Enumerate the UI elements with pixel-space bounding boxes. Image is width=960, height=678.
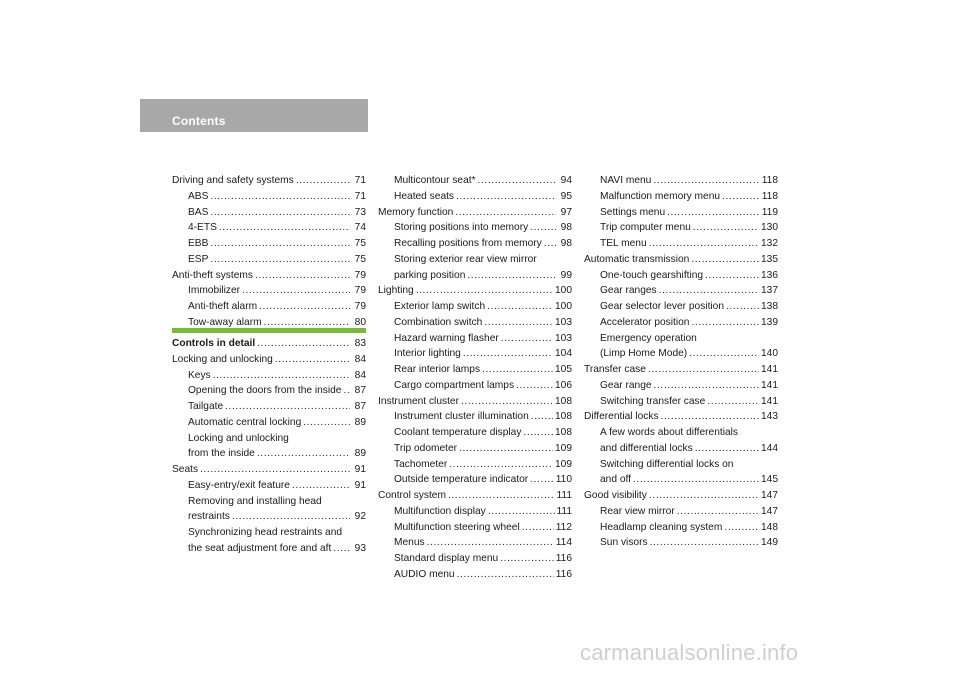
toc-entry-title: Switching differential locks on [600,458,734,470]
toc-leader-dots [219,220,350,236]
toc-page-number: 136 [761,269,778,281]
toc-entry-title: Outside temperature indicator [394,474,529,486]
toc-page-number: 108 [555,411,572,423]
toc-entry-title: Locking and unlocking [172,353,273,365]
toc-page-number: 147 [761,490,778,501]
toc-entry-title: Rear interior lamps [394,364,481,375]
toc-page-number: 95 [560,190,572,202]
toc-entry-title: 4-ETS [188,222,217,234]
toc-leader-dots [707,394,759,410]
toc-entry-title: Control system [378,490,446,501]
toc-entry[interactable] [584,441,778,457]
toc-entry-title: Easy-entry/exit feature [188,479,290,491]
toc-entry[interactable] [378,346,572,362]
toc-leader-dots [449,457,553,473]
toc-entry-title: Cargo compartment lamps [394,379,515,391]
toc-entry-title: Gear ranges [600,285,657,297]
toc-leader-dots [530,220,556,236]
toc-page-number: 149 [761,537,778,549]
toc-entry-title: Controls in detail [172,338,256,349]
toc-entry-title: Accelerator position [600,316,690,328]
toc-entry[interactable] [378,567,572,583]
toc-entry[interactable] [584,252,778,268]
toc-page-number: 130 [761,222,778,234]
toc-leader-dots [500,551,554,567]
toc-page-number: 91 [354,479,366,491]
toc-page-number: 89 [354,448,366,460]
toc-entry[interactable] [378,441,572,457]
toc-entry[interactable] [378,299,572,315]
toc-entry-title: parking position [394,269,466,281]
toc-leader-dots [724,520,759,536]
toc-leader-dots [242,283,350,299]
toc-page-number: 91 [354,464,366,475]
toc-entry[interactable] [378,362,572,378]
toc-entry-title: the seat adjustment fore and aft [188,542,332,554]
toc-entry-title: (Limp Home Mode) [600,348,688,360]
toc-page-number: 94 [560,175,572,186]
toc-leader-dots [501,331,553,347]
toc-page-number: 103 [555,316,572,328]
toc-entry-title: Multifunction steering wheel [394,521,520,533]
toc-entry[interactable] [584,488,778,504]
toc-entry[interactable] [584,425,778,441]
toc-entry[interactable] [172,352,366,368]
toc-page-number: 116 [555,553,572,564]
toc-entry-title: Instrument cluster illumination [394,411,529,423]
toc-entry[interactable] [378,331,572,347]
toc-page-number: 108 [555,395,572,407]
toc-entry-title: Gear range [600,379,652,391]
toc-group-col3 [584,173,778,551]
toc-entry-title: Recalling positions from memory [394,238,542,249]
toc-page-number: 140 [761,348,778,360]
toc-leader-dots [544,236,556,252]
toc-page-number: 143 [761,411,778,423]
toc-page-number: 79 [354,269,366,281]
toc-entry[interactable] [584,299,778,315]
toc-entry-title: Opening the doors from the inside [188,385,342,397]
toc-page-number: 75 [354,253,366,265]
toc-entry-title: Locking and unlocking [188,432,289,444]
toc-entry-title: Good visibility [584,490,647,501]
toc-entry-title: NAVI menu [600,175,652,186]
toc-group-col2 [378,173,572,583]
toc-entry-title: A few words about differentials [600,427,738,438]
toc-entry[interactable] [584,520,778,536]
toc-entry[interactable] [172,368,366,384]
toc-entry-title: Settings menu [600,206,666,218]
toc-entry[interactable] [584,535,778,551]
toc-entry-title: Coolant temperature display [394,427,522,438]
toc-leader-dots [455,205,556,221]
toc-entry[interactable] [172,525,366,541]
toc-entry[interactable] [378,457,572,473]
toc-page-number: 103 [555,332,572,344]
toc-leader-dots [448,488,555,504]
toc-entry-title: Storing positions into memory [394,222,529,234]
toc-entry[interactable] [584,331,778,347]
toc-entry[interactable] [584,378,778,394]
toc-page-number: 98 [560,238,572,249]
toc-entry[interactable] [378,205,572,221]
toc-entry[interactable] [378,236,572,252]
toc-page-number: 141 [761,395,778,407]
toc-entry[interactable] [378,504,572,520]
toc-entry[interactable] [378,189,572,205]
toc-entry[interactable] [584,189,778,205]
toc-entry[interactable] [172,268,366,284]
toc-leader-dots [259,299,350,315]
toc-entry-title: Automatic transmission [584,253,690,265]
toc-entry[interactable] [378,409,572,425]
toc-entry[interactable] [378,378,572,394]
toc-leader-dots [648,362,759,378]
toc-page-number: 118 [761,190,778,202]
toc-page-number: 79 [354,285,366,297]
toc-page-number: 92 [354,511,366,523]
toc-entry[interactable] [378,268,572,284]
toc-entry-title: Instrument cluster [378,395,459,407]
toc-entry[interactable] [584,220,778,236]
toc-page-number: 147 [761,505,778,517]
toc-entry-title: from the inside [188,448,255,460]
toc-page-number: 112 [555,521,572,533]
toc-entry[interactable] [172,173,366,189]
toc-leader-dots [292,478,350,494]
toc-page-number: 108 [555,427,572,438]
toc-leader-dots [416,283,553,299]
toc-entry[interactable] [584,409,778,425]
toc-entry-title: Synchronizing head restraints and [188,527,343,538]
toc-group-driving [172,173,366,331]
toc-leader-dots [487,299,553,315]
toc-entry-title: AUDIO menu [394,568,455,580]
toc-leader-dots [691,252,759,268]
toc-entry[interactable] [172,509,366,525]
toc-entry[interactable] [378,283,572,299]
toc-entry-title: Gear selector lever position [600,301,725,312]
toc-page-number: 119 [761,206,778,218]
toc-leader-dots [210,205,350,221]
toc-leader-dots [456,189,556,205]
toc-entry[interactable] [378,173,572,189]
toc-leader-dots [232,509,350,525]
toc-entry[interactable] [584,504,778,520]
toc-leader-dots [523,425,553,441]
toc-leader-dots [722,189,760,205]
toc-entry[interactable] [172,299,366,315]
toc-page-number: 111 [556,490,572,501]
toc-entry-title: Heated seats [394,190,455,202]
toc-entry-title: Trip computer menu [600,222,691,234]
toc-entry[interactable] [584,205,778,221]
toc-leader-dots [659,283,759,299]
toc-page-number: 80 [354,316,366,328]
toc-entry-title: ABS [188,190,209,202]
toc-page-number: 114 [555,537,572,549]
toc-entry-title: Removing and installing head [188,495,322,507]
toc-leader-dots [667,205,760,221]
toc-entry-title: Menus [394,537,425,549]
toc-page-number: 71 [354,175,366,186]
toc-page-number: 74 [354,222,366,234]
toc-entry-title: TEL menu [600,238,647,249]
toc-entry-title: Memory function [378,206,454,218]
toc-leader-dots [257,446,350,462]
toc-leader-dots [650,535,759,551]
toc-entry-title: and differential locks [600,442,693,454]
toc-leader-dots [457,567,554,583]
toc-entry-title: Differential locks [584,411,659,423]
toc-leader-dots [530,472,554,488]
toc-page-number: 116 [555,568,572,580]
toc-page-number: 148 [761,521,778,533]
toc-entry[interactable] [584,315,778,331]
toc-entry[interactable] [172,220,366,236]
toc-entry[interactable] [172,336,366,352]
toc-leader-dots [333,541,350,557]
toc-entry[interactable] [378,472,572,488]
toc-leader-dots [467,268,556,284]
toc-page-number: 71 [354,190,366,202]
toc-entry-title: Storing exterior rear view mirror [394,253,537,265]
toc-entry-title: Rear view mirror [600,505,675,517]
toc-entry-title: Transfer case [584,364,646,375]
toc-column-3 [584,173,778,551]
toc-leader-dots [257,336,350,352]
toc-page-number: 118 [761,175,778,186]
toc-entry[interactable] [172,252,366,268]
toc-entry-title: Hazard warning flasher [394,332,499,344]
toc-leader-dots [516,378,553,394]
toc-entry-title: Malfunction memory menu [600,190,721,202]
toc-entry[interactable] [172,236,366,252]
toc-leader-dots [661,409,759,425]
toc-page-number: 100 [555,301,572,312]
toc-page-number: 141 [761,364,778,375]
toc-leader-dots [482,362,553,378]
toc-leader-dots [691,315,759,331]
toc-entry-title: Immobilizer [188,285,241,297]
toc-entry-title: Standard display menu [394,553,499,564]
toc-leader-dots [210,236,350,252]
toc-entry-title: Anti-theft systems [172,269,253,281]
toc-entry-title: Switching transfer case [600,395,706,407]
toc-entry-title: Tow-away alarm [188,316,262,328]
toc-page-number: 104 [555,348,572,360]
toc-page-number: 109 [555,442,572,454]
toc-leader-dots [210,189,350,205]
toc-leader-dots [677,504,759,520]
toc-entry[interactable] [172,383,366,399]
toc-column-2 [378,173,572,583]
toc-entry-title: restraints [188,511,230,523]
toc-page-number: 111 [556,505,572,517]
toc-leader-dots [427,535,554,551]
toc-entry[interactable] [172,446,366,462]
toc-page-number: 109 [555,458,572,470]
toc-leader-dots [225,399,350,415]
toc-page-number: 83 [354,338,366,349]
toc-page-number: 105 [555,364,572,375]
toc-entry[interactable] [172,431,366,447]
toc-leader-dots [654,378,759,394]
toc-entry[interactable] [584,236,778,252]
toc-page-number: 84 [354,369,366,381]
toc-entry[interactable] [378,315,572,331]
toc-page-number: 75 [354,238,366,249]
toc-entry[interactable] [378,520,572,536]
toc-entry-title: Automatic central locking [188,416,302,428]
toc-entry[interactable] [172,494,366,510]
toc-entry[interactable] [172,462,366,478]
toc-entry-title: Multicontour seat* [394,175,476,186]
toc-entry-title: Tailgate [188,401,224,412]
toc-page-number: 135 [761,253,778,265]
toc-leader-dots [275,352,350,368]
toc-column-1-lower [172,336,366,557]
toc-page-number: 106 [555,379,572,391]
toc-entry[interactable] [172,283,366,299]
toc-entry[interactable] [378,551,572,567]
section-divider [172,328,366,333]
toc-entry-title: Tachometer [394,458,448,470]
toc-leader-dots [210,252,350,268]
toc-entry-title: Sun visors [600,537,648,549]
toc-entry-title: Interior lighting [394,348,461,360]
toc-column-1 [172,173,366,331]
toc-entry-title: Lighting [378,285,414,297]
toc-entry[interactable] [378,488,572,504]
toc-page-number: 141 [761,379,778,391]
toc-entry-title: ESP [188,253,209,265]
toc-entry[interactable] [172,415,366,431]
toc-leader-dots [689,346,759,362]
toc-entry-title: Seats [172,464,199,475]
toc-page-number: 132 [761,238,778,249]
toc-entry[interactable] [172,205,366,221]
toc-entry[interactable] [584,283,778,299]
toc-entry-title: Emergency operation [600,332,697,344]
toc-entry[interactable] [172,399,366,415]
toc-leader-dots [459,441,553,457]
toc-entry-title: BAS [188,206,209,218]
toc-page-number: 137 [761,285,778,297]
toc-leader-dots [633,472,759,488]
toc-leader-dots [255,268,350,284]
toc-leader-dots [200,462,350,478]
header-bar [140,99,368,132]
toc-entry-title: Headlamp cleaning system [600,521,723,533]
toc-leader-dots [484,315,553,331]
toc-entry[interactable] [378,220,572,236]
toc-leader-dots [463,346,553,362]
toc-leader-dots [726,299,759,315]
toc-entry-title: One-touch gearshifting [600,269,704,281]
toc-leader-dots [653,173,759,189]
toc-entry[interactable] [172,189,366,205]
toc-page-number: 145 [761,474,778,486]
toc-leader-dots [213,368,350,384]
toc-entry[interactable] [584,346,778,362]
toc-entry[interactable] [584,362,778,378]
toc-leader-dots [478,173,556,189]
toc-page-number: 89 [354,416,366,428]
toc-entry[interactable] [584,472,778,488]
toc-entry-title: Multifunction display [394,505,486,517]
toc-leader-dots [695,441,759,457]
toc-entry[interactable] [172,478,366,494]
toc-entry[interactable] [584,457,778,473]
toc-page-number: 98 [560,222,572,234]
toc-leader-dots [488,504,555,520]
toc-page-number: 110 [555,474,572,486]
toc-group-controls [172,336,366,557]
toc-page-number: 79 [354,301,366,312]
toc-leader-dots [531,409,553,425]
toc-entry[interactable] [378,425,572,441]
toc-entry-title: Anti-theft alarm [188,301,258,312]
toc-leader-dots [303,415,350,431]
toc-page-number: 93 [354,542,366,554]
toc-entry-title: and off [600,474,631,486]
toc-leader-dots [693,220,759,236]
toc-entry-title: Keys [188,369,211,381]
toc-entry[interactable] [378,394,572,410]
toc-entry[interactable] [584,173,778,189]
page-title: Contents [172,114,226,128]
toc-entry-title: Driving and safety systems [172,175,294,186]
toc-entry-title: EBB [188,238,209,249]
toc-entry[interactable] [378,252,572,268]
toc-page-number: 73 [354,206,366,218]
toc-page-number: 97 [560,206,572,218]
toc-page-number: 100 [555,285,572,297]
toc-page-number: 139 [761,316,778,328]
toc-entry-title: Exterior lamp switch [394,301,486,312]
toc-page-number: 138 [761,301,778,312]
toc-page-number: 99 [560,269,572,281]
toc-entry[interactable] [172,541,366,557]
toc-leader-dots [649,488,759,504]
toc-leader-dots [461,394,553,410]
toc-page-number: 84 [354,353,366,365]
toc-leader-dots [343,383,350,399]
toc-leader-dots [649,236,759,252]
toc-page-number: 87 [354,401,366,412]
watermark: carmanualsonline.info [580,640,799,665]
toc-entry-title: Combination switch [394,316,483,328]
toc-leader-dots [522,520,554,536]
toc-entry[interactable] [584,394,778,410]
toc-leader-dots [705,268,759,284]
toc-entry-title: Trip odometer [394,442,458,454]
toc-entry[interactable] [584,268,778,284]
toc-entry[interactable] [378,535,572,551]
toc-page-number: 144 [761,442,778,454]
toc-page-number: 87 [354,385,366,397]
toc-leader-dots [296,173,350,189]
